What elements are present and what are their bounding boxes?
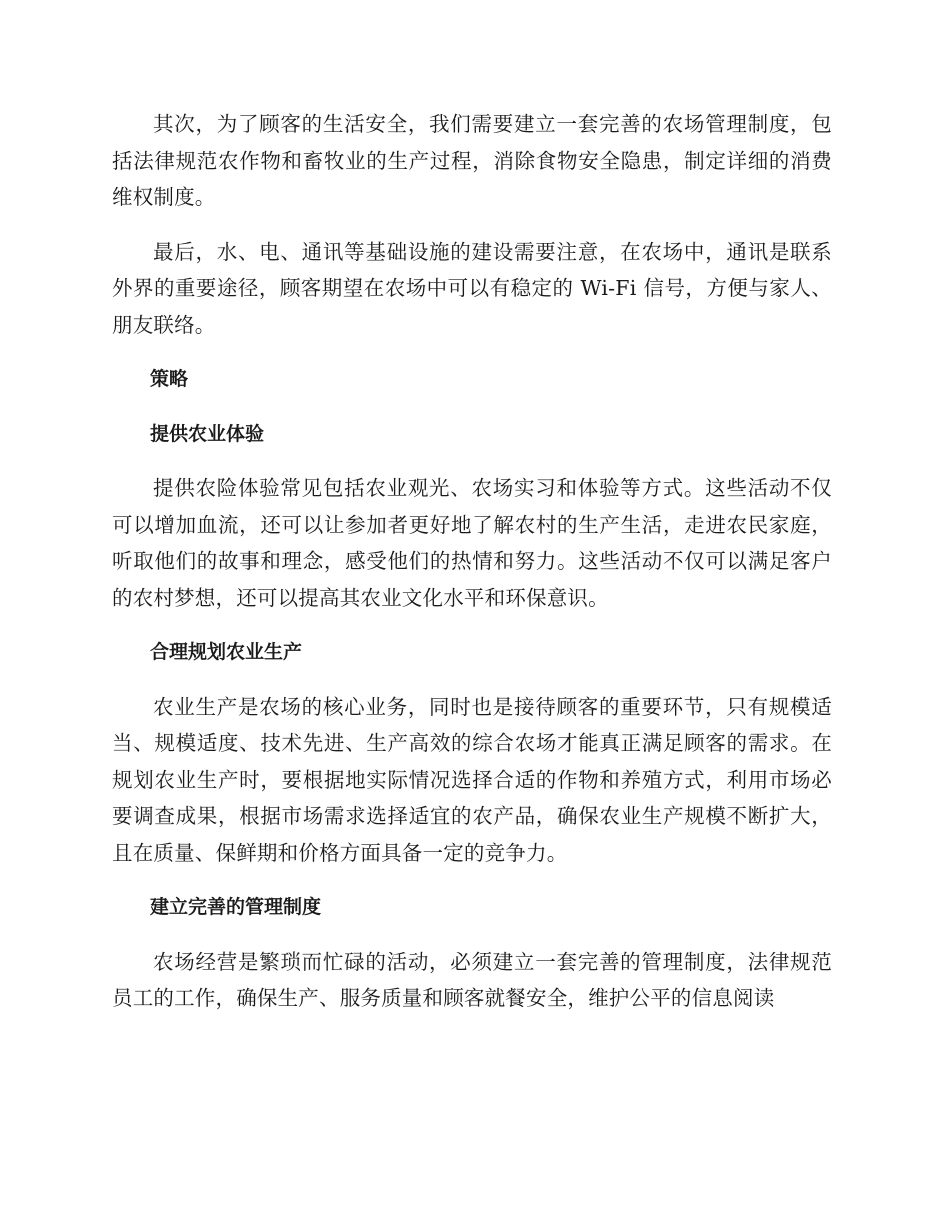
paragraph-gap [112, 616, 832, 634]
heading-production-planning: 合理规划农业生产 [150, 641, 303, 663]
paragraph-infrastructure: 最后，水、电、通讯等基础设施的建设需要注意，在农场中，通讯是联系外界的重要途径，顾客期望在农场中可以有稳定的 Wi-Fi 信号，方便与家人、朋友联络。 [112, 239, 832, 337]
paragraph-gap [112, 398, 832, 416]
document-page [112, 106, 832, 1017]
paragraph-gap [112, 671, 832, 689]
paragraph-production-planning: 农业生产是农场的核心业务，同时也是接待顾客的重要环节，只有规模适当、规模适度、技术先进、生产高效的综合农场才能真正满足顾客的需求。在规划农业生产时，要根据地实际情况选择合适的作物和养殖方式，利用市场必要调查成果，根据市场需求选择适宜的农产品，确保农业生产规模不断扩大，且在质量、保鲜期和价格方面具备一定的竞争力。 [112, 694, 832, 865]
heading-strategy: 策略 [150, 368, 189, 390]
heading-management-system: 建立完善的管理制度 [150, 896, 322, 918]
paragraph-gap [112, 343, 832, 361]
paragraph-safety: 其次，为了顾客的生活安全，我们需要建立一套完善的农场管理制度，包括法律规范农作物和畜牧业的生产过程，消除食物安全隐患，制定详细的消费维权制度。 [112, 112, 832, 209]
paragraph-management-system: 农场经营是繁琐而忙碌的活动，必须建立一套完善的管理制度，法律规范员工的工作，确保生产、服务质量和顾客就餐安全，维护公平的信息阅读 [112, 949, 832, 1010]
paragraph-agri-experience: 提供农险体验常见包括农业观光、农场实习和体验等方式。这些活动不仅可以增加血流，还可以让参加者更好地了解农村的生产生活，走进农民家庭，听取他们的故事和理念，感受他们的热情和努力。这些活动不仅可以满足客户的农村梦想，还可以提高其农业文化水平和环保意识。 [112, 476, 832, 610]
paragraph-gap [112, 871, 832, 889]
paragraph-gap [112, 926, 832, 944]
paragraph-gap [112, 216, 832, 234]
heading-agri-experience: 提供农业体验 [150, 422, 265, 445]
paragraph-gap [112, 452, 832, 470]
